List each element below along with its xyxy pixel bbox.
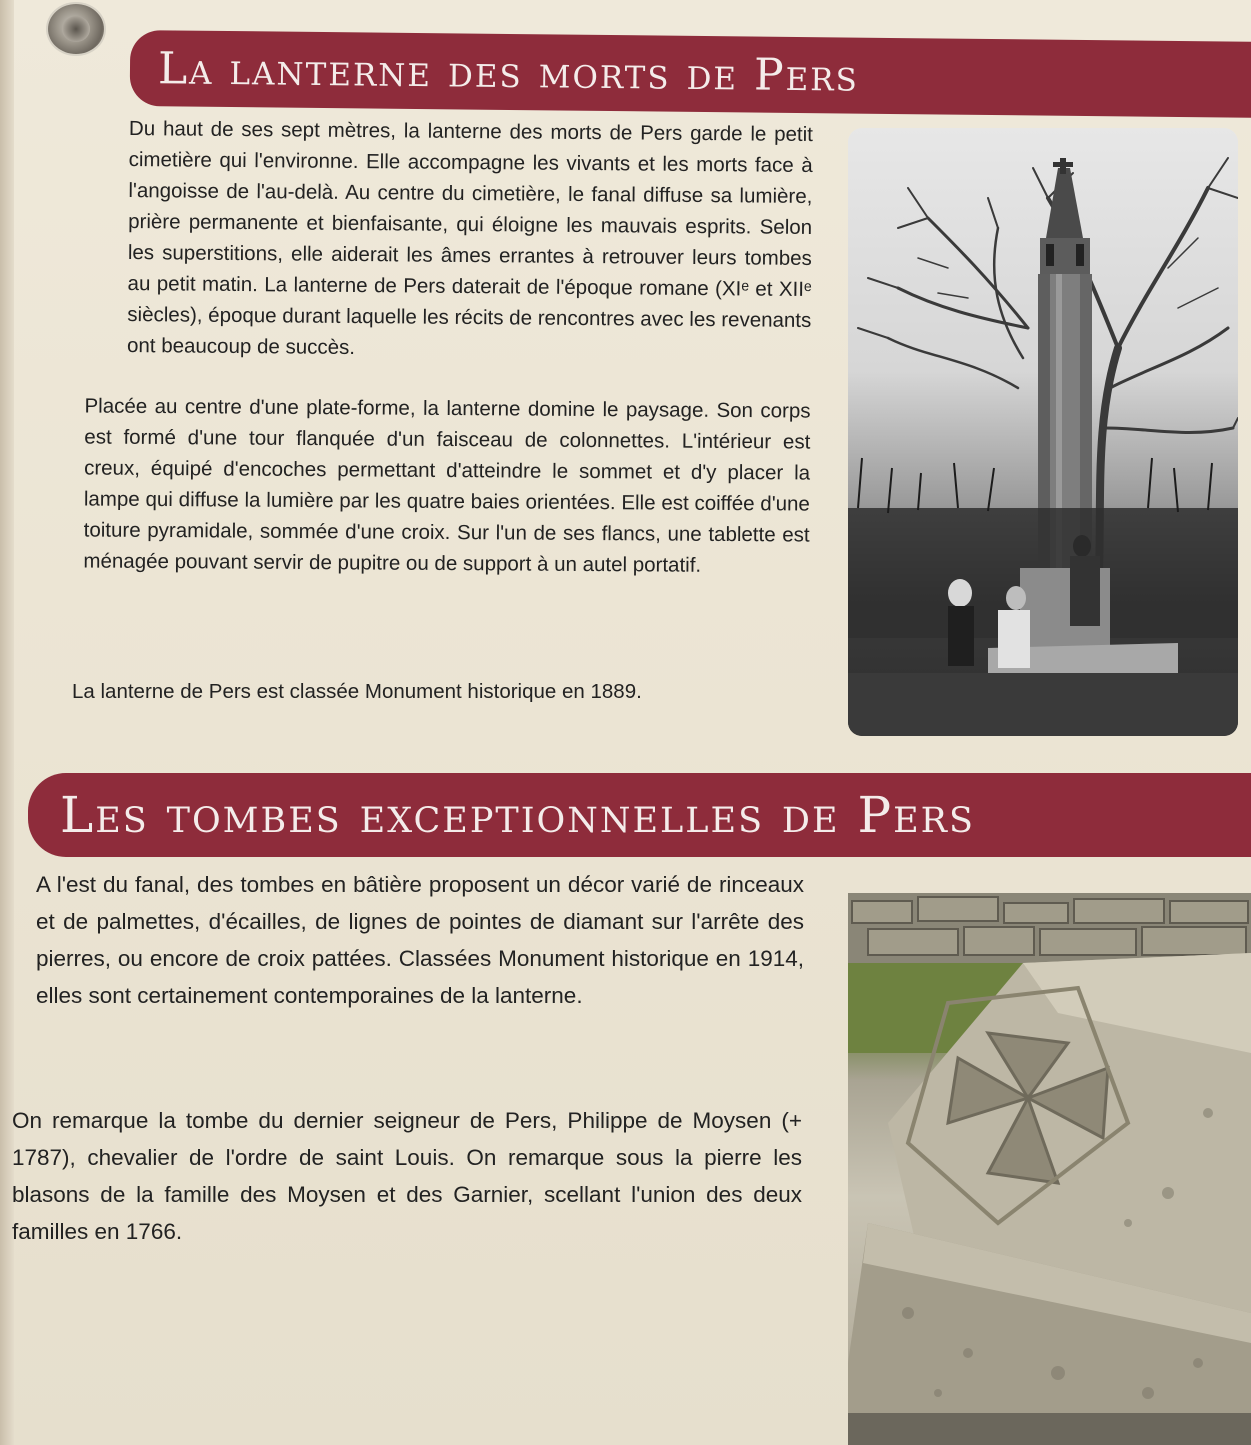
lantern-photo bbox=[848, 128, 1238, 736]
paragraph-tombes-seigneur: On remarque la tombe du dernier seigneur de Pers, Philippe de Moysen (+ 1787), chevalier de l'ordre de saint Louis. On remarque sous la pierre les blasons de la famille des Moysen et des Garnier, scellant l'union des deux familles en 1766. bbox=[12, 1108, 802, 1244]
screw-icon bbox=[48, 4, 104, 54]
section-title-tombes bbox=[28, 773, 1251, 857]
paragraph-lanterne-description: Placée au centre d'une plate-forme, la lanterne domine le paysage. Son corps est formé d'une tour flanquée d'un faisceau de colonnettes. L'intérieur est creux, équipé d'encoches permettant d'atteindre le sommet et d'y placer la lampe qui diffuse la lumière par les quatre baies orientées. Elle est coiffée d'une toiture pyramidale, sommée d'une croix. Sur l'un de ses flancs, une tablette est ménagée pouvant servir de pupitre ou de support à un autel portatif. bbox=[83, 394, 811, 577]
tomb-photo bbox=[848, 893, 1251, 1445]
paragraph-lanterne-classement: La lanterne de Pers est classée Monument historique en 1889. bbox=[72, 680, 642, 703]
paragraph-tombes-decor: A l'est du fanal, des tombes en bâtière proposent un décor varié de rinceaux et de palmettes, d'écailles, de lignes de pointes de diamant sur l'arrête des pierres, ou encore de croix pattées. Classées Monument historique en 1914, elles sont certainement contemporaines de la lanterne. bbox=[36, 872, 804, 1008]
section-title-lanterne bbox=[130, 30, 1251, 118]
paragraph-lanterne-intro: Du haut de ses sept mètres, la lanterne des morts de Pers garde le petit cimetière qui l'environne. Elle accompagne les vivants et les morts face à l'angoisse de l'au-delà. Au centre du cimetière, le fanal diffuse sa lumière, prière permanente et bienfaisante, qui éloigne les mauvais esprits. Selon les superstitions, elle aiderait les âmes errantes à retrouver leurs tombes au petit matin. La lanterne de Pers daterait de l'époque romane (XIᵉ et XIIᵉ siècles), époque durant laquelle les récits de rencontres avec les revenants ont beaucoup de succès. bbox=[126, 117, 814, 360]
section-title-text: La lanterne des morts de Pers bbox=[157, 42, 860, 102]
section-title-text: Les tombes exceptionnelles de Pers bbox=[60, 786, 975, 844]
